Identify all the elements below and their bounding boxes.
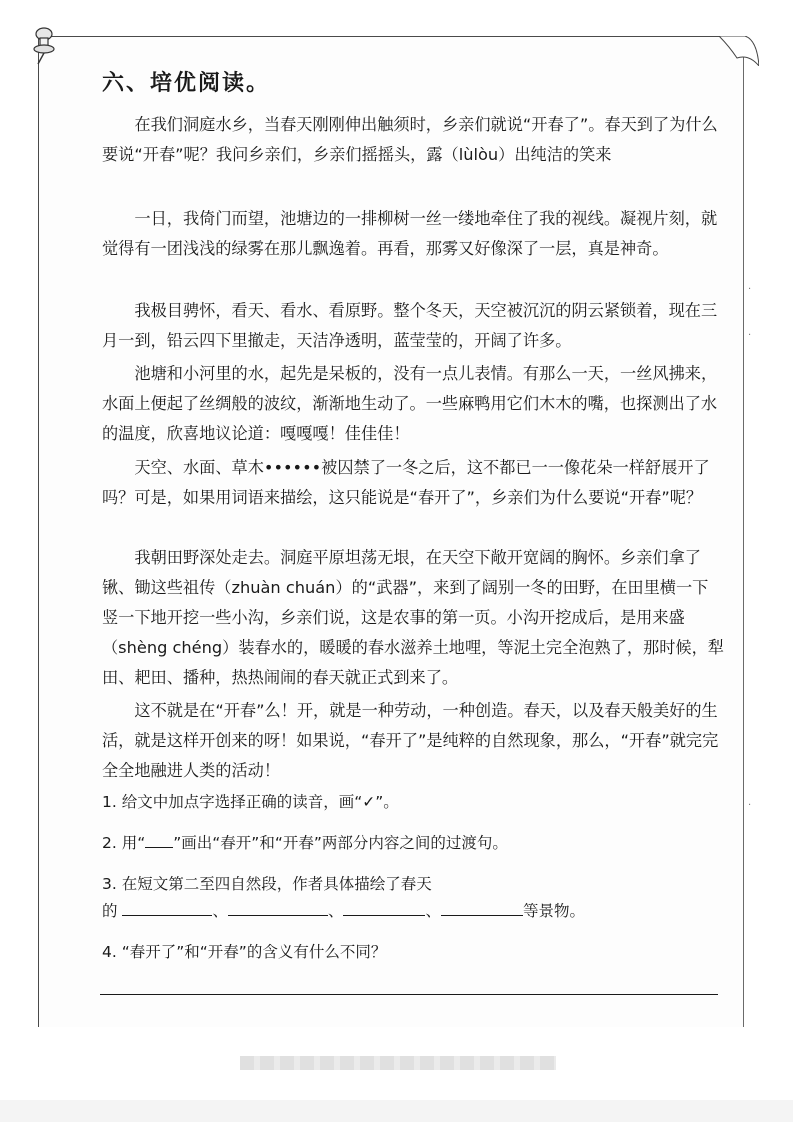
question-1: 1. 给文中加点字选择正确的读音，画“✓”。 (102, 793, 399, 811)
question-2-start: 2. 用“ (102, 834, 146, 852)
paragraph-6: 我朝田野深处走去。洞庭平原坦荡无垠，在天空下敞开宽阔的胸怀。乡亲们拿了锹、锄这些祖传（zhuàn chuán）的“武器”，来到了阔别一冬的田野，在田里横一下竖一下地开挖一些小沟，乡亲们说，这是农事的第一页。小沟开挖成后，是用来盛（shèng chéng）装春水的，暖暖的春水滋养土地哩，等泥土完全泡熟了，那时候，犁田、耙田、播种，热热闹闹的春天就正式到来了。 (102, 548, 724, 687)
question-3-prefix: 的 (102, 902, 118, 920)
paragraph-4: 池塘和小河里的水，起先是呆板的，没有一点儿表情。有那么一天，一丝风拂来，水面上便起了丝绸般的波纹，渐渐地生动了。一些麻鸭用它们木木的嘴，也探测出了水的温度，欣喜地议论道：嘎嘎嘎！佳佳佳！ (102, 364, 718, 443)
paragraph-5: 天空、水面、草木••••••被囚禁了一冬之后，这不都已一一像花朵一样舒展开了吗？可是，如果用词语来描绘，这只能说是“春开了”，乡亲们为什么要说“开春”呢？ (102, 458, 710, 507)
bottom-strip (0, 1100, 793, 1122)
answer-line-q4[interactable] (100, 994, 718, 995)
scan-speck: · (748, 284, 752, 295)
scan-speck: · (748, 800, 752, 811)
paragraph-3: 我极目骋怀，看天、看水、看原野。整个冬天，天空被沉沉的阴云紧锁着，现在三月一到，铅云四下里撤走，天洁净透明，蓝莹莹的，开阔了许多。 (102, 301, 718, 350)
question-2 (102, 829, 724, 857)
section-title: 六、培优阅读。 (102, 71, 271, 96)
pushpin-icon (30, 24, 62, 66)
blurred-footer-watermark (240, 1056, 556, 1070)
separator: 、 (327, 902, 344, 920)
underline-sample (145, 829, 173, 848)
scan-speck: · (748, 330, 752, 341)
answer-blank-1[interactable] (122, 897, 212, 916)
answer-blank-2[interactable] (228, 897, 328, 916)
question-2-end: ”画出“春开”和“开春”两部分内容之间的过渡句。 (173, 834, 508, 852)
separator: 、 (425, 902, 441, 920)
answer-blank-3[interactable] (343, 897, 425, 916)
question-4: 4. “春开了”和“开春”的含义有什么不同？ (102, 943, 387, 961)
paragraph-1: 在我们洞庭水乡，当春天刚刚伸出触须时，乡亲们就说“开春了”。春天到了为什么要说“开春”呢？我问乡亲们，乡亲们摇摇头，露（lùlòu）出纯洁的笑来 (102, 115, 718, 164)
paragraph-2: 一日，我倚门而望，池塘边的一排柳树一丝一缕地牵住了我的视线。凝视片刻，就觉得有一团浅浅的绿雾在那儿飘逸着。再看，那雾又好像深了一层，真是神奇。 (102, 209, 718, 258)
question-3-suffix: 等景物。 (523, 902, 586, 920)
paragraph-7: 这不就是在“开春”么！开，就是一种劳动，一种创造。春天，以及春天般美好的生活，就是这样开创来的呀！如果说，“春开了”是纯粹的自然现象，那么，“开春”就完完全全地融进人类的活动！ (102, 701, 719, 780)
question-3-line1: 3. 在短文第二至四自然段，作者具体描绘了春天 (102, 875, 432, 893)
answer-blank-4[interactable] (441, 897, 523, 916)
separator: 、 (212, 902, 228, 920)
question-3-line2 (102, 897, 724, 925)
page-fold-corner (719, 36, 759, 66)
